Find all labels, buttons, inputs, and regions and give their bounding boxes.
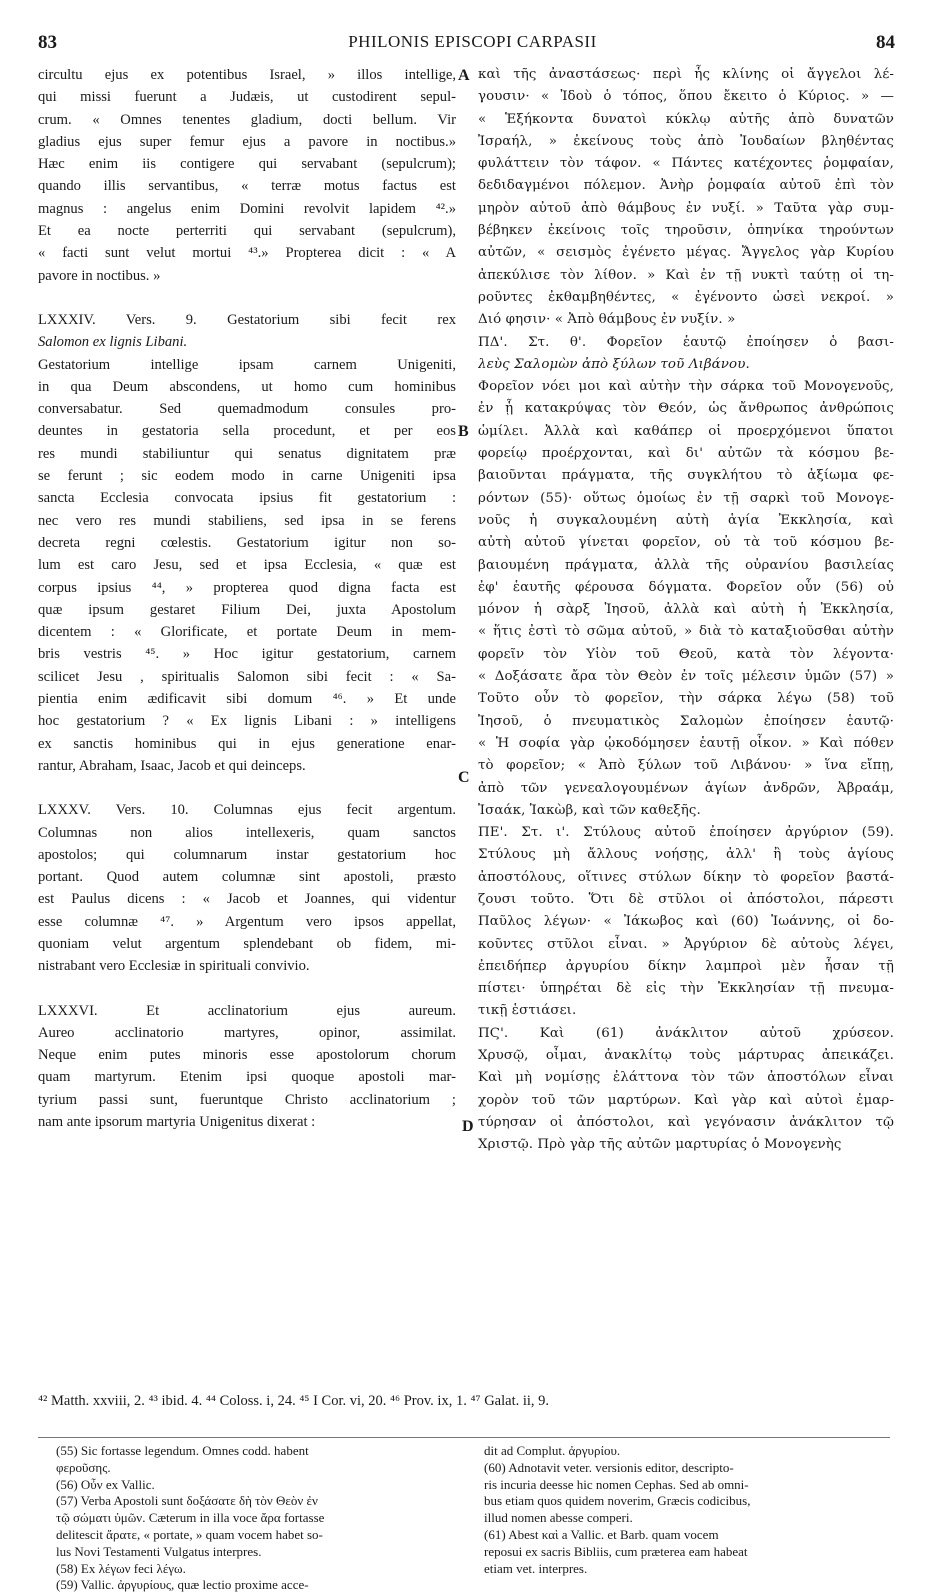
footnote-line: τῷ σώματι ὑμῶν. Cæterum in illa voce ἄρα fortasse — [56, 1510, 325, 1526]
latin-text-line: nam ante ipsorum martyria Unigenitus dixerat : — [38, 1114, 316, 1131]
latin-text-line: lum est caro Jesu, sed et ipsa Ecclesia, « quæ est — [38, 557, 456, 574]
footnote-line: delitescit ἄρατε, « portate, » quam vocem habet so- — [56, 1526, 323, 1542]
greek-text-line: ΠϚ'. Καὶ (61) ἀνάκλιτον αὐτοῦ χρύσεον. — [478, 1025, 894, 1041]
greek-text-line: ἐν ᾗ κατακρύψας τὸν Θεόν, ὡς ἄνθρωπος ἀνθρώποις — [478, 401, 894, 417]
footnote-line: illud nomen abesse comperi. — [484, 1510, 633, 1526]
page-number-right: 84 — [876, 32, 895, 53]
greek-text-line: Ἰσραήλ, » ἐκείνους τοὺς ἀπὸ Ἰουδαίων βληθέντας — [478, 133, 894, 149]
greek-text-line: « ἥτις ἐστὶ τὸ σῶμα αὐτοῦ, » διὰ τὸ καταξιοῦσθαι αὐτὴν — [478, 624, 894, 640]
latin-text-line: quam martyrum. Etenim ipsi quoque apostoli mar- — [38, 1069, 456, 1086]
greek-text-line: πίστει· ὑπηρέται δὲ εἰς τὴν Ἐκκλησίαν τῇ πνευμα- — [478, 981, 894, 997]
greek-text-line: Φορεῖον νόει μοι καὶ αὐτὴν τὴν σάρκα τοῦ Μονογενοῦς, — [478, 379, 894, 395]
latin-text-line: LXXXV. Vers. 10. Columnas ejus fecit argentum. — [38, 802, 456, 819]
footnote-line: (56) Οὖν ex Vallic. — [56, 1476, 155, 1492]
greek-text-line: Παῦλος λέγων· « Ἰάκωβος καὶ (60) Ἰωάννης, οἱ δο- — [478, 914, 894, 930]
footnote-line: reposui ex sacris Bibliis, cum præterea eam habeat — [484, 1543, 748, 1559]
greek-text-line: χορὸν τοῦ τῶν μαρτύρων. Καὶ γὰρ καὶ αὐτοὶ ἐμαρ- — [478, 1092, 894, 1108]
latin-text-line: nec vero res mundi stabiliens, sed ipsa in se ferens — [38, 512, 456, 529]
greek-text-line: φυλάττειν τὸν τάφον. « Πάντες κατέχοντες ῥομφαίαν, — [478, 156, 894, 172]
footnote-line: (57) Verba Apostoli sunt δοξάσατε δὴ τὸν Θεὸν ἐν — [56, 1493, 318, 1509]
greek-text-line: τικῇ ἑστιάσει. — [478, 1003, 577, 1019]
greek-text-line: Καὶ μὴ νομίσῃς ἐλάττονα τὸν τῶν ἀποστόλων εἶναι — [478, 1070, 894, 1086]
latin-text-line: sancta Ecclesia convocata ipsius fit gestatorium : — [38, 490, 456, 507]
latin-text-line: se ferunt ; sic eodem modo in carne Unigeniti ipsa — [38, 468, 456, 485]
running-title: PHILONIS EPISCOPI CARPASII — [348, 32, 597, 51]
greek-text-line: Χρυσῷ, οἶμαι, ἀνακλίτῳ τοὺς μάρτυρας ἀπεικάζει. — [478, 1048, 894, 1064]
latin-text-line: LXXXIV. Vers. 9. Gestatorium sibi fecit rex — [38, 311, 456, 328]
greek-text-line: ἀποστόλους, οἵτινες στύλων δίκην τὸ φορεῖον βαστά- — [478, 869, 894, 885]
greek-text-line: ζουσι τοῦτο. Ὅτι δὲ στῦλοι οἱ ἀπόστολοι, πάρεστι — [478, 891, 894, 907]
footnote-line: dit ad Complut. ἀργυρίου. — [484, 1443, 621, 1458]
margin-letter-a: A — [458, 67, 470, 84]
footnotes-right — [484, 1443, 894, 1577]
latin-text-line: apostolos; qui columnarum instar gestatorium hoc — [38, 846, 456, 863]
greek-text-line: ροῦντες ἐκθαμβηθέντες, « ἐγένοντο ὡσεὶ νεκροί. » — [478, 289, 894, 305]
latin-text-line: Salomon ex lignis Libani. — [38, 334, 188, 351]
greek-text-line: δεδιδαγμένοι πόλεμον. Ἀνὴρ ῥομφαία αὐτοῦ ἐπὶ τὸν — [478, 178, 894, 194]
latin-text-line — [38, 777, 456, 799]
latin-column — [38, 64, 456, 1133]
footnote-line: (60) Adnotavit veter. versionis editor, descripto- — [484, 1459, 734, 1475]
latin-text-line: in qua Deum abscondens, ut homo cum hominibus — [38, 378, 456, 395]
latin-text-line: tyrium passi sunt, fueruntque Christo acclinatorium ; — [38, 1091, 456, 1108]
greek-text-line: « Ἡ σοφία γὰρ ᾠκοδόμησεν ἑαυτῇ οἶκον. » Καὶ πόθεν — [478, 735, 894, 751]
latin-text-line: conversabatur. Sed quemadmodum consules pro- — [38, 401, 456, 418]
latin-text-line: deuntes in gestatoria sella procedunt, et per eos — [38, 423, 456, 440]
latin-text-line: res mundi stabiliuntur qui senatus dignitatem præ — [38, 445, 456, 462]
latin-text-line: rantur, Abraham, Isaac, Jacob et qui deinceps. — [38, 757, 306, 774]
latin-text-line: Aureo acclinatorio martyres, opinor, assimilat. — [38, 1024, 456, 1041]
latin-text-line: quando illis servantibus, « terræ motus factus est — [38, 178, 456, 195]
footnote-line: (55) Sic fortasse legendum. Omnes codd. habent — [56, 1443, 309, 1458]
latin-text-line — [38, 287, 456, 309]
latin-text-line: circultu ejus ex potentibus Israel, » illos intellige, — [38, 67, 456, 83]
greek-text-line: Ἰσαάκ, Ἰακὼβ, καὶ τῶν καθεξῆς. — [478, 802, 701, 818]
footnote-rule — [38, 1437, 890, 1438]
greek-text-line: Διό φησιν· « Ἀπὸ θάμβους ἐν νυξίν. » — [478, 312, 736, 328]
page-number-left: 83 — [38, 32, 57, 53]
greek-text-line: ρόντων (55)· οὕτως ὁμοίως ἐν τῇ σαρκὶ τοῦ Μονογε- — [478, 490, 894, 506]
greek-text-line: νοῦς ἡ συγκαλουμένη αὐτὴ ἁγία Ἐκκλησία, καὶ — [478, 512, 894, 528]
latin-text-line: ex sanctis hominibus qui in ejus generatione enar- — [38, 735, 456, 752]
greek-text-line: γουσιν· « Ἰδοὺ ὁ τόπος, ὅπου ἔκειτο ὁ Κύριος. » — — [478, 89, 894, 105]
latin-text-line: hoc gestatorium ? « Ex lignis Libani : » intelligens — [38, 713, 456, 730]
greek-column — [478, 64, 894, 1157]
greek-text-line: « Ἑξήκοντα δυνατοὶ κύκλῳ αὐτῆς ἀπὸ δυνατῶν — [478, 111, 894, 127]
latin-text-line: quæ ipsum gestaret Filium Dei, juxta Apostolum — [38, 601, 456, 618]
footnote-line: φεροῦσης. — [56, 1459, 111, 1475]
greek-text-line: τὸ φορεῖον; « Ἀπὸ ξύλων τοῦ Λιβάνου· » ἵνα εἴπῃ, — [478, 758, 894, 774]
latin-text-line: Et ea nocte perterriti qui servabant (sepulcrum), — [38, 223, 456, 240]
latin-text-line: Neque enim putes minoris esse apostolorum chorum — [38, 1047, 456, 1064]
latin-text-line: scilicet Jesu , spiritualis Salomon sibi fecit : « Sa- — [38, 668, 456, 685]
greek-text-line: αὐτὴ αὐτοῦ γίνεται φορεῖον, οὐ τὰ τοῦ κόσμου βε- — [478, 535, 894, 551]
footnote-line: (61) Abest καὶ a Vallic. et Barb. quam vocem — [484, 1526, 719, 1542]
latin-text-line: magnus : angelus enim Domini revolvit lapidem ⁴².» — [38, 200, 456, 217]
latin-text-line: bris vestris ⁴⁵. » Hoc igitur gestatorium, carnem — [38, 646, 456, 663]
greek-text-line: καὶ τῆς ἀναστάσεως· περὶ ἧς κλίνης οἱ ἄγγελοι λέ- — [478, 67, 894, 82]
greek-text-line: ὡμίλει. Ἀλλὰ καὶ καθάπερ οἱ προερχόμενοι ὕπατοι — [478, 423, 894, 439]
margin-letter-d: D — [462, 1118, 474, 1135]
footnote-line: (58) Ex λέγων feci λέγω. — [56, 1560, 186, 1576]
latin-text-line: qui missi fuerunt a Judæis, ut custodirent sepul- — [38, 89, 456, 106]
latin-text-line: Gestatorium intellige ipsam carnem Unigeniti, — [38, 356, 456, 373]
latin-text-line: Columnas non alios intellexeris, quam sanctos — [38, 824, 456, 841]
latin-text-line: decreta regni cœlestis. Gestatorium igitur non so- — [38, 534, 456, 551]
greek-text-line: φορείῳ προέρχονται, καὶ δι' αὐτῶν τὰ κόσμου βε- — [478, 446, 894, 462]
greek-text-line: μόνον ἡ σὰρξ Ἰησοῦ, ἀλλὰ καὶ αὐτὴ ἡ Ἐκκλησία, — [478, 602, 894, 618]
greek-text-line: ἐφ' ἑαυτῆς φέρουσα δόγματα. Φορεῖον οὖν (56) οὐ — [478, 579, 894, 595]
greek-text-line: « Δοξάσατε ἄρα τὸν Θεὸν ἐν τοῖς μέλεσιν ὑμῶν (57) » — [478, 669, 894, 685]
greek-text-line: φορεῖν τὸν Υἱὸν τοῦ Θεοῦ, κατὰ τὸν λέγοντα· — [478, 646, 894, 662]
latin-text-line: Hæc enim iis contigere qui servabant (sepulcrum); — [38, 156, 456, 173]
scripture-references: ⁴² Matth. xxviii, 2. ⁴³ ibid. 4. ⁴⁴ Coloss. i, 24. ⁴⁵ I Cor. vi, 20. ⁴⁶ Prov. ix, 1. ⁴⁷ Galat. ii, 9. — [38, 1393, 550, 1409]
footnote-line: ris incuria deesse hic nomen Cephas. Sed ab omni- — [484, 1476, 749, 1492]
latin-text-line: esse columnæ ⁴⁷. » Argentum vero ipsos appellat, — [38, 913, 456, 930]
greek-text-line: βαιουμένη πράγματα, ἀλλὰ τῆς οὐρανίου βασιλείας — [478, 557, 894, 573]
greek-text-line: μηρὸν αὐτοῦ ἀπὸ θάμβους ἐν νυξί. » Ταῦτα γὰρ συμ- — [478, 200, 894, 216]
footnote-line: lus Novi Testamenti Vulgatus interpres. — [56, 1543, 262, 1559]
latin-text-line: crum. « Omnes tenentes gladium, docti bellum. Vir — [38, 111, 456, 128]
latin-text-line: portant. Quod autem columnæ sint apostoli, præsto — [38, 869, 456, 886]
greek-text-line: βέβηκεν ἐκείνοις τοῖς τηροῦσιν, ὁπηνίκα τηρούντων — [478, 223, 894, 239]
footnote-line: bus etiam quos quidem noverim, Græcis codicibus, — [484, 1493, 751, 1509]
greek-text-line: ΠΕ'. Στ. ι'. Στύλους αὐτοῦ ἐποίησεν ἀργύριον (59). — [478, 825, 894, 841]
footnote-line: etiam vet. interpres. — [484, 1560, 588, 1576]
greek-text-line: Στύλους μὴ ἄλλους νοήσῃς, ἀλλ' ἢ τοὺς ἁγίους — [478, 847, 894, 863]
latin-text-line: nistrabant vero Ecclesiæ in spirituali convivio. — [38, 958, 310, 975]
footnote-line: (59) Vallic. ἀργυρίους, quæ lectio proxime acce- — [56, 1577, 309, 1593]
latin-text-line: corpus ipsius ⁴⁴, » propterea quod digna facta est — [38, 579, 456, 596]
greek-text-line: ἀπεκύλισε τὸν λίθον. » Καὶ ἐν τῇ νυκτὶ ταύτῃ οἱ τη- — [478, 267, 894, 283]
latin-text-line — [38, 978, 456, 1000]
margin-letter-c: C — [458, 769, 470, 786]
greek-text-line: αὐτῶν, « σεισμὸς ἐγένετο μέγας. Ἄγγελος γὰρ Κυρίου — [478, 245, 894, 261]
greek-text-line: ἐπειδήπερ ἀργυρίου δίκην λαμπροὶ μὲν ἦσαν τῇ — [478, 958, 894, 974]
latin-text-line: pientia enim ædificavit sibi domum ⁴⁶. » Et unde — [38, 691, 456, 708]
page-header — [38, 32, 907, 56]
latin-text-line: dicentem : « Glorificate, et portate Deum in mem- — [38, 624, 456, 641]
greek-text-line: λεὺς Σαλομὼν ἀπὸ ξύλων τοῦ Λιβάνου. — [478, 356, 750, 372]
greek-text-line: τύρησαν οἱ ἀπόστολοι, καὶ γεγόνασιν ἀνάκλιτον τῷ — [478, 1114, 894, 1130]
latin-text-line: est Paulus dicens : « Jacob et Joannes, qui videntur — [38, 891, 456, 908]
latin-text-line: « facti sunt velut mortui ⁴³.» Propterea dicit : « A — [38, 245, 456, 262]
footnotes-left — [56, 1443, 456, 1594]
greek-text-line: βαιοῦνται πράγματα, τῆς συγκλήτου τὸ ἀξίωμα φε- — [478, 468, 894, 484]
greek-text-line: Τοῦτο οὖν τὸ φορεῖον, τὴν σάρκα λέγω (58) τοῦ — [478, 691, 894, 707]
latin-text-line: gladius ejus super femur ejus a pavore in noctibus.» — [38, 133, 456, 150]
greek-text-line: Ἰησοῦ, ὁ πνευματικὸς Σαλομὼν ἐποίησεν ἑαυτῷ· — [478, 713, 894, 729]
greek-text-line: ΠΔ'. Στ. θ'. Φορεῖον ἑαυτῷ ἐποίησεν ὁ βασι- — [478, 334, 894, 350]
latin-text-line: LXXXVI. Et acclinatorium ejus aureum. — [38, 1002, 456, 1019]
latin-text-line: pavore in noctibus. » — [38, 267, 161, 284]
greek-text-line: ἀπὸ τῶν γενεαλογουμένων ἁγίων ἀνδρῶν, Ἀβραάμ, — [478, 780, 894, 796]
latin-text-line: quoniam velut argentum splendebant ob fidem, mi- — [38, 935, 456, 952]
margin-letter-b: B — [458, 423, 469, 440]
greek-text-line: Χριστῷ. Πρὸ γὰρ τῆς αὐτῶν μαρτυρίας ὁ Μονογενὴς — [478, 1137, 842, 1153]
greek-text-line: κοῦντες στῦλοι εἶναι. » Ἀργύριον δὲ αὐτοὺς λέγει, — [478, 936, 894, 952]
